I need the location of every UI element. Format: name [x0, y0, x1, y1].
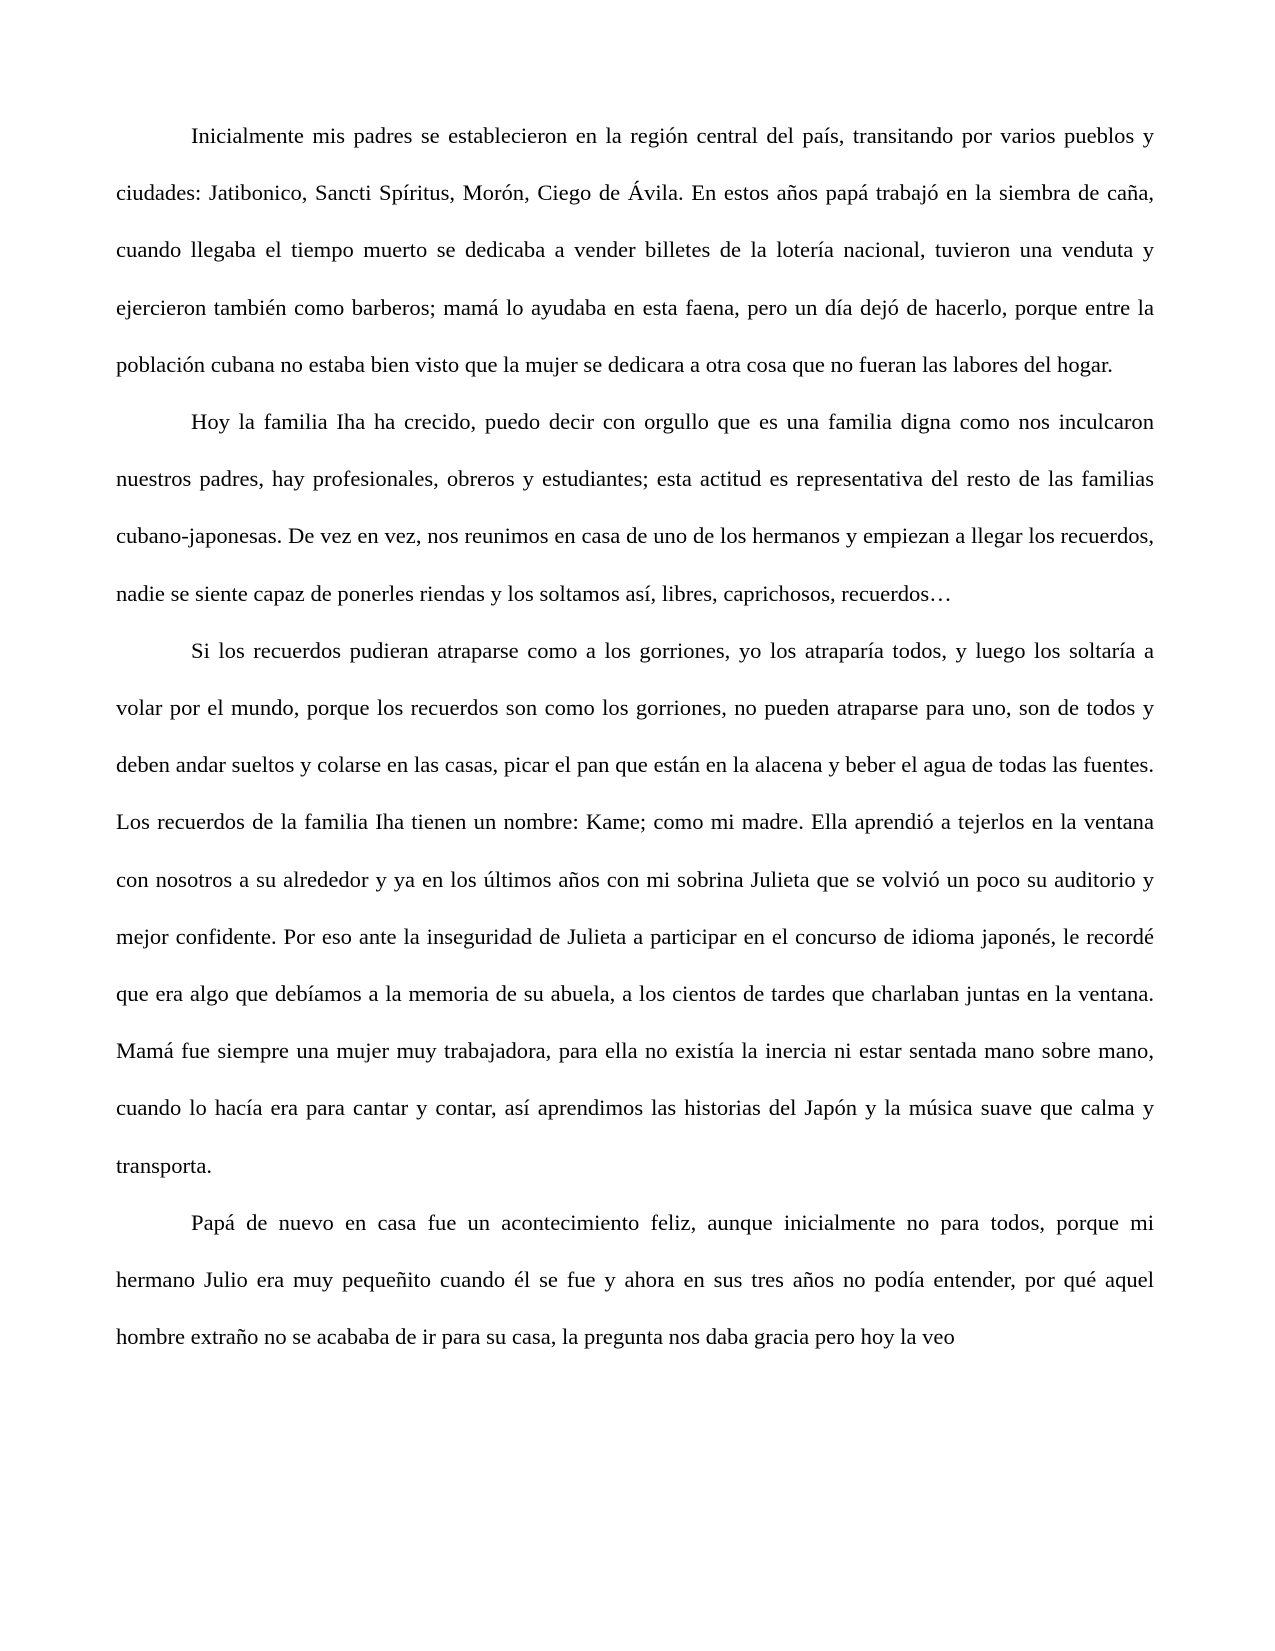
document-body [116, 107, 1154, 1365]
paragraph-1: Inicialmente mis padres se establecieron en la región central del país, transitando por varios pueblos y ciudades: Jatibonico, Sancti Spíritus, Morón, Ciego de Ávila. En estos años papá trabajó en la siembra de caña, cuando llegaba el tiempo muerto se dedicaba a vender billetes de la lotería nacional, tuvieron una venduta y ejercieron también como barberos; mamá lo ayudaba en esta faena, pero un día dejó de hacerlo, porque entre la población cubana no estaba bien visto que la mujer se dedicara a otra cosa que no fueran las labores del hogar. [116, 123, 1154, 377]
paragraph-2: Hoy la familia Iha ha crecido, puedo decir con orgullo que es una familia digna como nos inculcaron nuestros padres, hay profesionales, obreros y estudiantes; esta actitud es representativa del resto de las familias cubano-japonesas. De vez en vez, nos reunimos en casa de uno de los hermanos y empiezan a llegar los recuerdos, nadie se siente capaz de ponerles riendas y los soltamos así, libres, caprichosos, recuerdos… [116, 409, 1154, 606]
paragraph-4: Papá de nuevo en casa fue un acontecimiento feliz, aunque inicialmente no para todos, porque mi hermano Julio era muy pequeñito cuando él se fue y ahora en sus tres años no podía entender, por qué aquel hombre extraño no se acababa de ir para su casa, la pregunta nos daba gracia pero hoy la veo [116, 1209, 1154, 1350]
paragraph-3: Si los recuerdos pudieran atraparse como a los gorriones, yo los atraparía todos, y luego los soltaría a volar por el mundo, porque los recuerdos son como los gorriones, no pueden atraparse para uno, son de todos y deben andar sueltos y colarse en las casas, picar el pan que están en la alacena y beber el agua de todas las fuentes. Los recuerdos de la familia Iha tienen un nombre: Kame; como mi madre. Ella aprendió a tejerlos en la ventana con nosotros a su alrededor y ya en los últimos años con mi sobrina Julieta que se volvió un poco su auditorio y mejor confidente. Por eso ante la inseguridad de Julieta a participar en el concurso de idioma japonés, le recordé que era algo que debíamos a la memoria de su abuela, a los cientos de tardes que charlaban juntas en la ventana. Mamá fue siempre una mujer muy trabajadora, para ella no existía la inercia ni estar sentada mano sobre mano, cuando lo hacía era para cantar y contar, así aprendimos las historias del Japón y la música suave que calma y transporta. [116, 637, 1154, 1178]
